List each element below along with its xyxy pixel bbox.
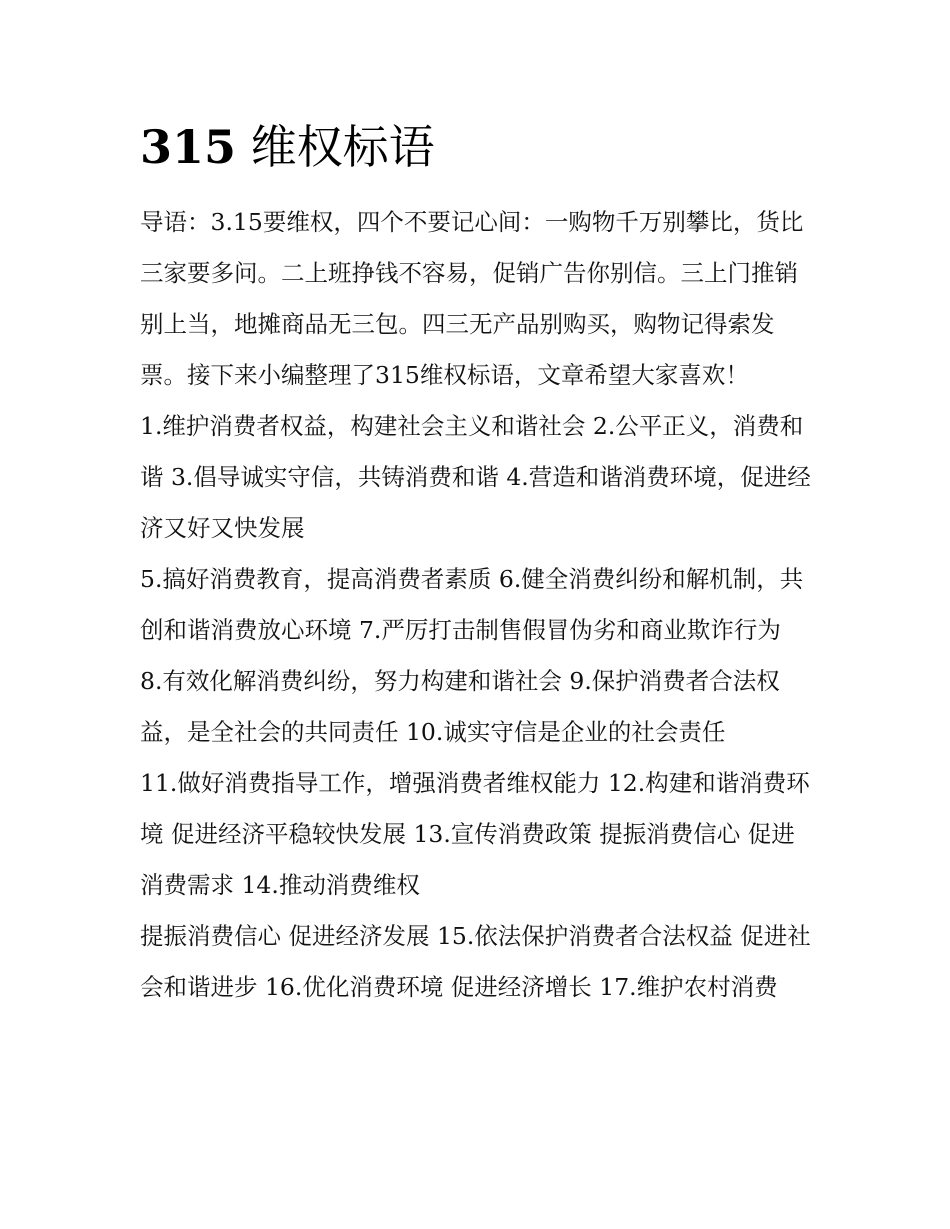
- slogan-paragraph-3: 8.有效化解消费纠纷，努力构建和谐社会 9.保护消费者合法权益，是全社会的共同责任 10.诚实守信是企业的社会责任: [140, 667, 780, 746]
- slogan-paragraph-4: 11.做好消费指导工作，增强消费者维权能力 12.构建和谐消费环境 促进经济平稳较快发展 13.宣传消费政策 提振消费信心 促进消费需求 14.推动消费维权: [140, 769, 810, 899]
- document-body: [140, 117, 812, 1013]
- slogan-paragraph-1: 1.维护消费者权益，构建社会主义和谐社会 2.公平正义，消费和谐 3.倡导诚实守信，共铸消费和谐 4.营造和谐消费环境，促进经济又好又快发展: [140, 412, 811, 542]
- slogan-paragraph-5: 提振消费信心 促进经济发展 15.依法保护消费者合法权益 促进社会和谐进步 16.优化消费环境 促进经济增长 17.维护农村消费: [140, 922, 811, 1001]
- title-text: 维权标语: [250, 120, 435, 174]
- page-title: [140, 117, 812, 177]
- intro-paragraph: 导语：3.15要维权，四个不要记心间：一购物千万别攀比，货比三家要多问。二上班挣钱不容易，促销广告你别信。三上门推销别上当，地摊商品无三包。四三无产品别购买，购物记得索发票。接下来小编整理了315维权标语，文章希望大家喜欢！: [140, 208, 804, 389]
- slogan-paragraph-2: 5.搞好消费教育，提高消费者素质 6.健全消费纠纷和解机制，共创和谐消费放心环境 7.严厉打击制售假冒伪劣和商业欺诈行为: [140, 565, 804, 644]
- title-number: 315: [140, 120, 237, 174]
